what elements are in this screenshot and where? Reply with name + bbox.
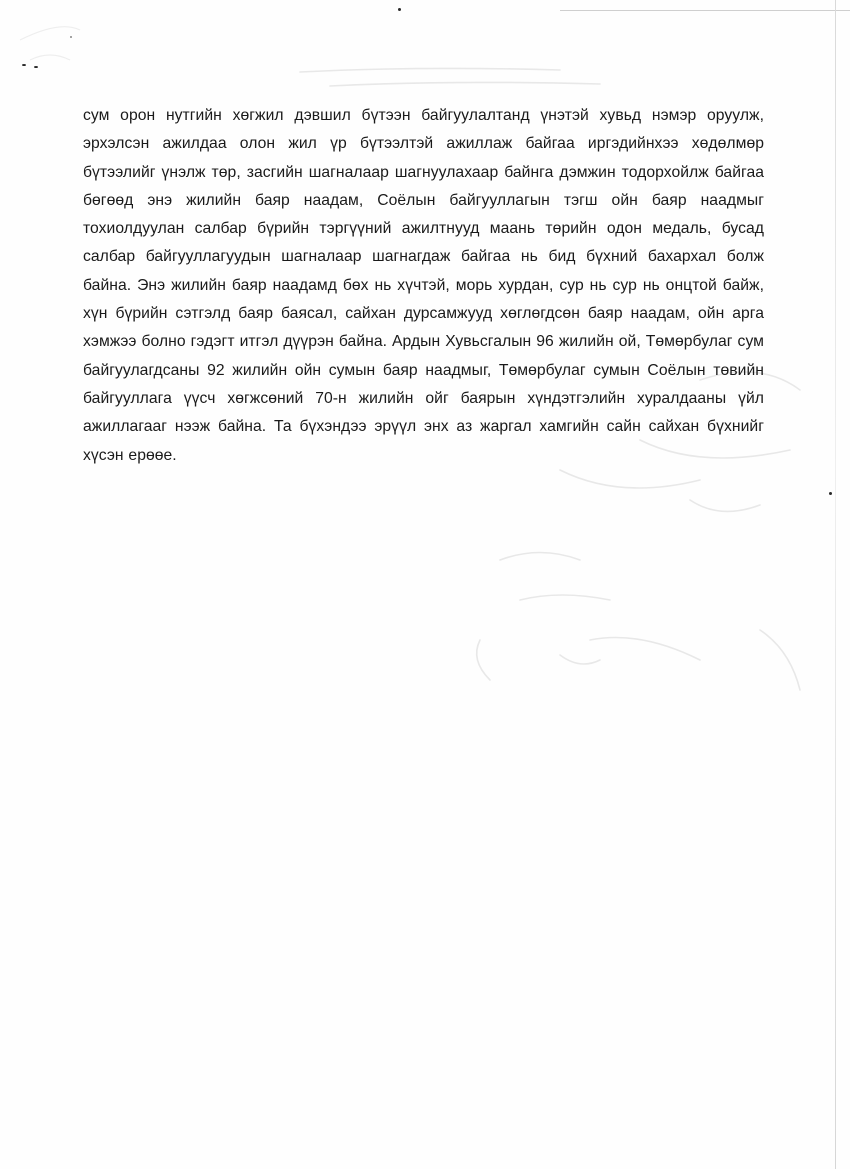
scan-speck xyxy=(34,66,38,68)
scan-speck xyxy=(398,8,401,11)
paper-top-edge xyxy=(560,10,850,11)
scan-speck xyxy=(70,36,72,38)
body-text xyxy=(83,102,764,470)
paper-right-edge xyxy=(835,0,836,1169)
scan-speck xyxy=(22,64,26,66)
paragraph: сум орон нутгийн хөгжил дэвшил бүтээн байгуулалтанд үнэтэй хувьд нэмэр оруулж, эрхэлсэн ажилдаа олон жил үр бүтээлтэй ажиллаж байгаа иргэдийнхээ хөдөлмөр бүтээлийг үнэлж төр, засгийн шагналаар шагнуулахаар байнга дэмжин тодорхойлж байгаа бөгөөд энэ жилийн баяр наадам, Соёлын байгууллагын тэгш ойн баяр наадмыг тохиолдуулан салбар бүрийн тэргүүний ажилтнууд маань төрийн одон медаль, бусад салбар байгууллагуудын шагналаар шагнагдаж байгаа нь бид бүхний бахархал болж байна. Энэ жилийн баяр наадамд бөх нь хүчтэй, морь хурдан, сур нь сур нь онцтой байж, хүн бүрийн сэтгэлд баяр баясал, сайхан дурсамжууд хөглөгдсөн баяр наадам, ойн арга хэмжээ болно гэдэгт итгэл дүүрэн байна. Ардын Хувьсгалын 96 жилийн ой, Төмөрбулаг сум байгуулагдсаны 92 жилийн ойн сумын баяр наадмыг, Төмөрбулаг сумын Соёлын төвийн байгууллага үүсч хөгжсөний 70-н жилийн ойг баярын хүндэтгэлийн хуралдааны үйл ажиллагааг нээж байна. Та бүхэндээ эрүүл энх аз жаргал хамгийн сайн сайхан бүхнийг хүсэн ерөөе. xyxy=(83,107,764,464)
scan-speck xyxy=(829,492,832,495)
